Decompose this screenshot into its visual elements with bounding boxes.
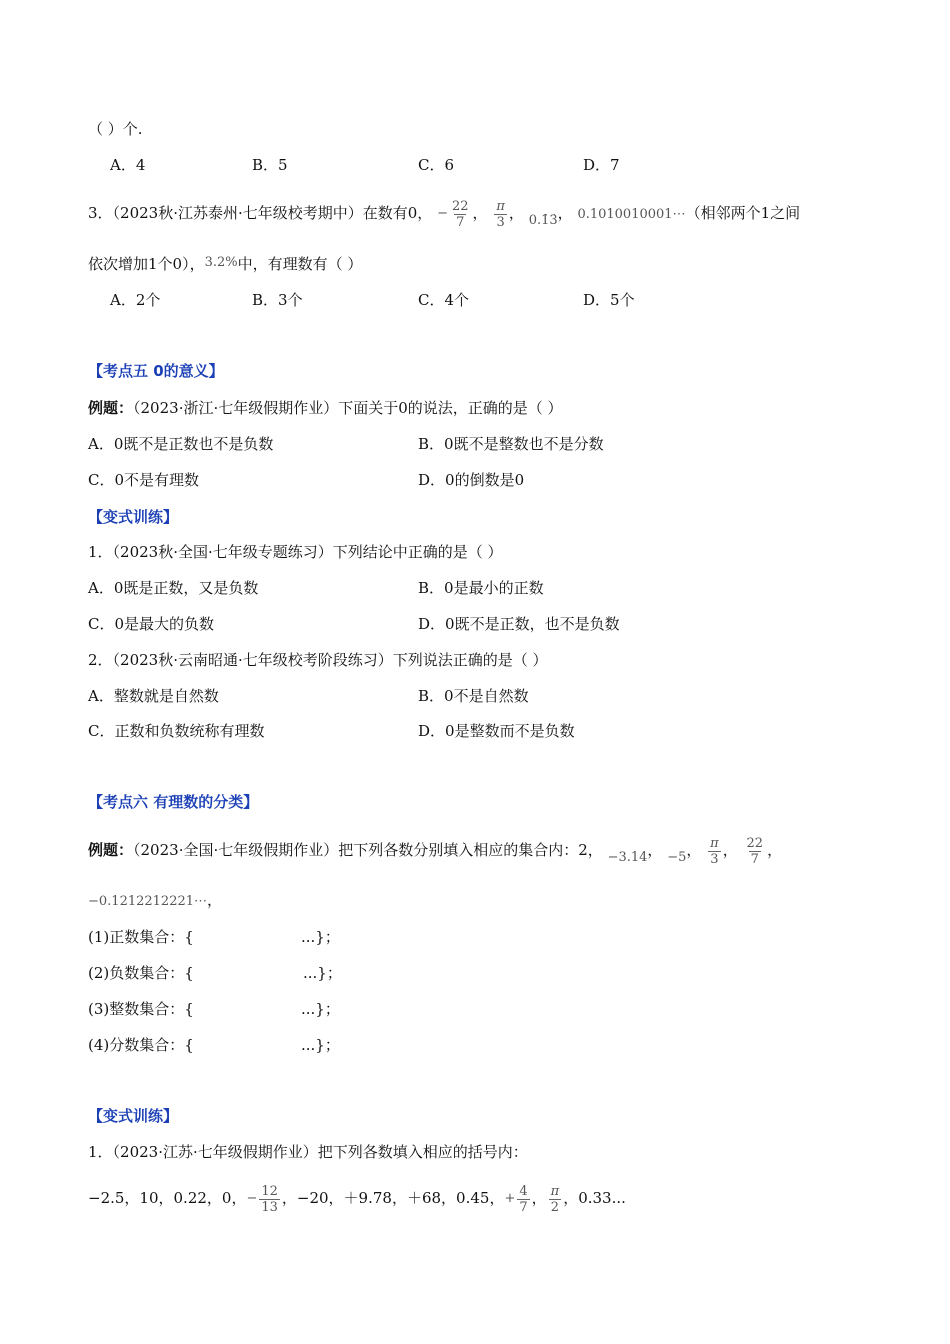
example-text: （2023·浙江·七年级假期作业）下面关于0的说法，正确的是（ ）: [133, 399, 563, 417]
set-positive: [88, 927, 340, 947]
numbers: ，−20，＋9.78，＋68，0.45，: [281, 1189, 505, 1207]
set-label: (3)整数集合：{: [88, 1000, 194, 1018]
denominator: 13: [261, 1199, 278, 1215]
numerator: π: [496, 198, 505, 214]
option-a: A．整数就是自然数: [88, 687, 219, 705]
option-b: B．5: [252, 156, 288, 174]
series-decimal: 0.1010010001⋯: [577, 207, 686, 222]
fraction-22-7: [450, 199, 471, 230]
option-d: D．5个: [583, 291, 635, 309]
separator: ，: [508, 204, 524, 222]
set-label: (2)负数集合：{: [88, 964, 194, 982]
denominator: 7: [519, 1199, 528, 1215]
option-a: A．0既是正数，又是负数: [88, 579, 259, 597]
separator: ，: [557, 204, 573, 222]
fraction-22-7: [745, 836, 766, 867]
plus-sign: +: [504, 1191, 516, 1206]
question-3-line-2: [88, 253, 362, 274]
percent-value: 3.2%: [204, 255, 238, 270]
section-6-example: [88, 828, 782, 880]
fraction-4-7: [517, 1184, 529, 1215]
variant-training-title: 【变式训练】: [88, 508, 179, 526]
value-neg-5: −5: [667, 850, 687, 865]
separator: ，: [767, 841, 783, 859]
option-c: C．正数和负数统称有理数: [88, 722, 265, 740]
set-end: ...}；: [301, 1036, 340, 1054]
option-c: C．0不是有理数: [88, 471, 200, 489]
separator: ，: [472, 204, 488, 222]
set-end: ...}；: [303, 964, 342, 982]
repeating-decimal: 0.1̇3̇: [528, 213, 558, 228]
minus-sign: −: [246, 1191, 258, 1206]
numbers: −2.5，10，0.22，0，: [88, 1189, 247, 1207]
option-a: A．2个: [110, 291, 161, 309]
option-a: A．4: [110, 156, 146, 174]
question-3-line-1: [88, 193, 800, 241]
variant-question-2: 2．（2023秋·云南昭通·七年级校考阶段练习）下列说法正确的是（ ）: [88, 651, 548, 669]
question-text: （相邻两个1之间: [685, 204, 801, 222]
set-label: (4)分数集合：{: [88, 1036, 194, 1054]
separator: ，: [531, 1189, 547, 1207]
question-number: 3．: [88, 204, 113, 222]
set-end: ...}；: [301, 928, 340, 946]
option-c: C．0是最大的负数: [88, 615, 215, 633]
separator: ，: [207, 891, 223, 909]
separator: ，: [686, 841, 702, 859]
set-fraction: [88, 1035, 340, 1055]
separator: ，: [647, 841, 663, 859]
section-5-title: 【考点五 0的意义】: [88, 362, 224, 380]
denominator: 3: [496, 214, 505, 230]
set-integer: [88, 999, 340, 1019]
separator: ，: [722, 841, 738, 859]
section-6-title: 【考点六 有理数的分类】: [88, 793, 259, 811]
fraction-12-13: [259, 1184, 280, 1215]
question-text: 依次增加1个0），: [88, 255, 205, 273]
value-neg-3-14: −3.14: [607, 850, 648, 865]
minus-sign: −: [437, 206, 448, 221]
set-negative: [88, 963, 342, 983]
numerator: π: [710, 835, 719, 851]
denominator: 7: [750, 851, 759, 867]
example-label: 例题：: [88, 399, 134, 417]
option-b: B．3个: [252, 291, 303, 309]
option-c: C．6: [418, 156, 455, 174]
question-source: （2023秋·江苏泰州·七年级校考期中）: [112, 204, 363, 222]
denominator: 2: [550, 1199, 560, 1215]
option-b: B．0是最小的正数: [418, 579, 544, 597]
numerator: π: [550, 1183, 560, 1199]
option-a: A．0既不是正数也不是负数: [88, 435, 274, 453]
question-fragment: （ ）个.: [88, 120, 143, 138]
option-d: D．0既不是正数，也不是负数: [418, 615, 620, 633]
example-text: （2023·全国·七年级假期作业）把下列各数分别填入相应的集合内：2，: [133, 841, 603, 859]
question-text: 在数有0，: [362, 204, 433, 222]
numbers: ，0.33...: [563, 1189, 626, 1207]
numerator: 22: [746, 835, 764, 851]
set-label: (1)正数集合：{: [88, 928, 194, 946]
option-d: D．7: [583, 156, 620, 174]
option-d: D．0的倒数是0: [418, 471, 525, 489]
example-label: 例题：: [88, 841, 134, 859]
value-series: −0.1212212221⋯: [88, 894, 208, 909]
question-text: 中，有理数有（ ）: [237, 255, 363, 273]
option-b: B．0既不是整数也不是分数: [418, 435, 604, 453]
variant-question-1: 1．（2023秋·全国·七年级专题练习）下列结论中正确的是（ ）: [88, 543, 503, 561]
denominator: 3: [710, 851, 719, 867]
option-b: B．0不是自然数: [418, 687, 529, 705]
fraction-pi-2: [549, 1184, 562, 1215]
variant-training-title-2: 【变式训练】: [88, 1107, 179, 1125]
fraction-pi-3: [708, 836, 721, 867]
option-c: C．4个: [418, 291, 470, 309]
option-d: D．0是整数而不是负数: [418, 722, 575, 740]
numerator: 4: [519, 1183, 528, 1199]
variant-question-1: 1．（2023·江苏·七年级假期作业）把下列各数填入相应的括号内：: [88, 1143, 528, 1161]
section-5-example: [88, 398, 563, 418]
fraction-pi-3: [494, 199, 507, 230]
set-end: ...}；: [301, 1000, 340, 1018]
number-list: [88, 1176, 626, 1221]
numerator: 12: [261, 1183, 278, 1199]
denominator: 7: [456, 214, 465, 230]
numerator: 22: [452, 198, 469, 214]
section-6-example-line-2: [88, 890, 222, 912]
